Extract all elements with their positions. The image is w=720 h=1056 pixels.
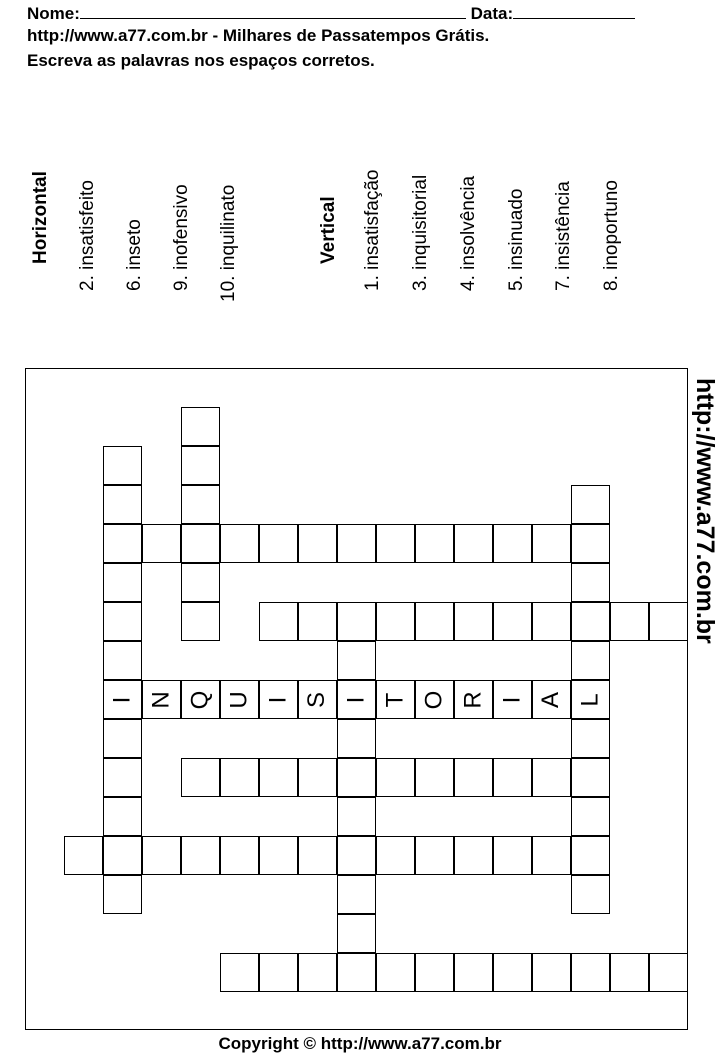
- grid-cell[interactable]: [259, 758, 298, 797]
- grid-letter: R: [459, 690, 487, 709]
- grid-cell[interactable]: [298, 953, 337, 992]
- grid-letter: I: [108, 696, 136, 703]
- grid-letter: T: [381, 692, 409, 707]
- grid-cell[interactable]: [376, 836, 415, 875]
- grid-cell[interactable]: [337, 758, 376, 797]
- clue-vertical-1: 1. insatisfação: [362, 169, 383, 291]
- grid-cell[interactable]: [532, 758, 571, 797]
- grid-cell[interactable]: [571, 758, 610, 797]
- grid-cell[interactable]: [298, 602, 337, 641]
- grid-cell[interactable]: [259, 953, 298, 992]
- grid-letter: L: [576, 692, 604, 707]
- grid-cell[interactable]: [649, 602, 688, 641]
- grid-cell[interactable]: [571, 836, 610, 875]
- grid-cell[interactable]: [103, 836, 142, 875]
- grid-cell[interactable]: [337, 953, 376, 992]
- grid-cell[interactable]: [103, 719, 142, 758]
- grid-letter: I: [342, 696, 370, 703]
- grid-letter: I: [264, 696, 292, 703]
- grid-cell[interactable]: [571, 524, 610, 563]
- grid-cell[interactable]: [181, 407, 220, 446]
- grid-cell[interactable]: [415, 524, 454, 563]
- grid-cell[interactable]: [337, 914, 376, 953]
- grid-cell[interactable]: [571, 485, 610, 524]
- site-line: http://www.a77.com.br - Milhares de Passatempos Grátis.: [27, 26, 490, 45]
- name-field[interactable]: [80, 3, 466, 19]
- grid-cell[interactable]: [142, 836, 181, 875]
- grid-cell[interactable]: [376, 524, 415, 563]
- grid-cell-letter[interactable]: [337, 680, 376, 719]
- grid-cell[interactable]: [103, 758, 142, 797]
- grid-cell[interactable]: [337, 602, 376, 641]
- grid-cell-letter[interactable]: [220, 680, 259, 719]
- grid-cell[interactable]: [376, 602, 415, 641]
- grid-letter: A: [537, 691, 565, 708]
- grid-letter: I: [498, 696, 526, 703]
- grid-cell[interactable]: [220, 758, 259, 797]
- grid-cell-letter[interactable]: [181, 680, 220, 719]
- grid-cell[interactable]: [181, 446, 220, 485]
- grid-cell[interactable]: [493, 836, 532, 875]
- grid-cell[interactable]: [454, 602, 493, 641]
- clue-horizontal-9: 9. inofensivo: [171, 184, 192, 291]
- grid-letter: Q: [186, 690, 214, 709]
- grid-cell[interactable]: [571, 563, 610, 602]
- grid-cell[interactable]: [103, 875, 142, 914]
- grid-cell-letter[interactable]: [454, 680, 493, 719]
- grid-cell[interactable]: [376, 953, 415, 992]
- grid-cell[interactable]: [337, 641, 376, 680]
- grid-cell[interactable]: [181, 602, 220, 641]
- grid-cell[interactable]: [181, 485, 220, 524]
- grid-letter: N: [147, 690, 175, 709]
- grid-cell-letter[interactable]: [376, 680, 415, 719]
- grid-cell[interactable]: [298, 836, 337, 875]
- grid-cell[interactable]: [610, 602, 649, 641]
- grid-cell[interactable]: [415, 836, 454, 875]
- grid-cell[interactable]: [259, 602, 298, 641]
- grid-cell[interactable]: [415, 953, 454, 992]
- clue-vertical-8: 8. inoportuno: [601, 180, 622, 291]
- grid-cell[interactable]: [532, 836, 571, 875]
- grid-cell[interactable]: [337, 524, 376, 563]
- grid-cell[interactable]: [493, 602, 532, 641]
- grid-cell[interactable]: [532, 602, 571, 641]
- grid-cell[interactable]: [181, 836, 220, 875]
- date-field[interactable]: [513, 3, 635, 19]
- clue-horizontal-10: 10. inquilinato: [218, 184, 239, 302]
- clue-horizontal-2: 2. insatisfeito: [77, 180, 98, 291]
- date-label: Data:: [470, 4, 514, 23]
- grid-cell[interactable]: [337, 719, 376, 758]
- grid-cell[interactable]: [571, 602, 610, 641]
- grid-cell[interactable]: [376, 758, 415, 797]
- grid-cell[interactable]: [259, 836, 298, 875]
- grid-cell[interactable]: [649, 953, 688, 992]
- grid-letter: S: [303, 691, 331, 708]
- vertical-title: Vertical: [318, 196, 339, 264]
- grid-cell[interactable]: [415, 758, 454, 797]
- grid-cell[interactable]: [103, 602, 142, 641]
- grid-cell[interactable]: [610, 953, 649, 992]
- grid-cell[interactable]: [454, 524, 493, 563]
- grid-letter: U: [225, 690, 253, 709]
- grid-cell[interactable]: [493, 953, 532, 992]
- clue-vertical-3: 3. inquisitorial: [410, 174, 431, 291]
- clue-horizontal-6: 6. inseto: [124, 219, 145, 291]
- grid-cell[interactable]: [454, 758, 493, 797]
- grid-cell[interactable]: [181, 758, 220, 797]
- grid-cell[interactable]: [337, 836, 376, 875]
- grid-cell[interactable]: [571, 875, 610, 914]
- grid-cell[interactable]: [220, 953, 259, 992]
- grid-cell[interactable]: [454, 836, 493, 875]
- grid-cell[interactable]: [493, 758, 532, 797]
- grid-cell[interactable]: [454, 953, 493, 992]
- grid-cell[interactable]: [181, 563, 220, 602]
- grid-cell-letter[interactable]: [571, 680, 610, 719]
- grid-cell[interactable]: [571, 797, 610, 836]
- clue-vertical-4: 4. insolvência: [458, 175, 479, 291]
- side-url: http://www.a77.com.br: [691, 378, 719, 644]
- grid-cell-letter[interactable]: [298, 680, 337, 719]
- grid-cell[interactable]: [337, 797, 376, 836]
- grid-cell-letter[interactable]: [415, 680, 454, 719]
- grid-cell[interactable]: [571, 641, 610, 680]
- name-label: Nome:: [27, 4, 80, 23]
- instruction-text: Escreva as palavras nos espaços corretos.: [27, 51, 375, 70]
- grid-cell[interactable]: [532, 953, 571, 992]
- grid-cell[interactable]: [298, 758, 337, 797]
- grid-cell-letter[interactable]: [259, 680, 298, 719]
- grid-cell-letter[interactable]: [493, 680, 532, 719]
- grid-cell[interactable]: [493, 524, 532, 563]
- grid-cell[interactable]: [103, 563, 142, 602]
- grid-cell-letter[interactable]: [532, 680, 571, 719]
- grid-cell[interactable]: [571, 953, 610, 992]
- grid-cell[interactable]: [220, 836, 259, 875]
- grid-cell[interactable]: [415, 602, 454, 641]
- grid-cell[interactable]: [103, 446, 142, 485]
- grid-cell[interactable]: [337, 875, 376, 914]
- grid-cell[interactable]: [142, 524, 181, 563]
- clue-vertical-5: 5. insinuado: [506, 188, 527, 291]
- grid-cell[interactable]: [64, 836, 103, 875]
- grid-letter: O: [420, 690, 448, 709]
- copyright: Copyright © http://www.a77.com.br: [218, 1034, 502, 1053]
- grid-cell[interactable]: [298, 524, 337, 563]
- grid-cell[interactable]: [181, 524, 220, 563]
- grid-cell[interactable]: [103, 641, 142, 680]
- grid-cell[interactable]: [103, 485, 142, 524]
- grid-cell[interactable]: [532, 524, 571, 563]
- clue-vertical-7: 7. insistência: [553, 181, 574, 291]
- grid-cell[interactable]: [259, 524, 298, 563]
- grid-cell[interactable]: [571, 719, 610, 758]
- grid-cell-letter[interactable]: [142, 680, 181, 719]
- grid-cell-letter[interactable]: [103, 680, 142, 719]
- grid-cell[interactable]: [103, 524, 142, 563]
- horizontal-title: Horizontal: [30, 171, 51, 264]
- header-name-date-line: [27, 3, 635, 24]
- grid-cell[interactable]: [220, 524, 259, 563]
- grid-cell[interactable]: [103, 797, 142, 836]
